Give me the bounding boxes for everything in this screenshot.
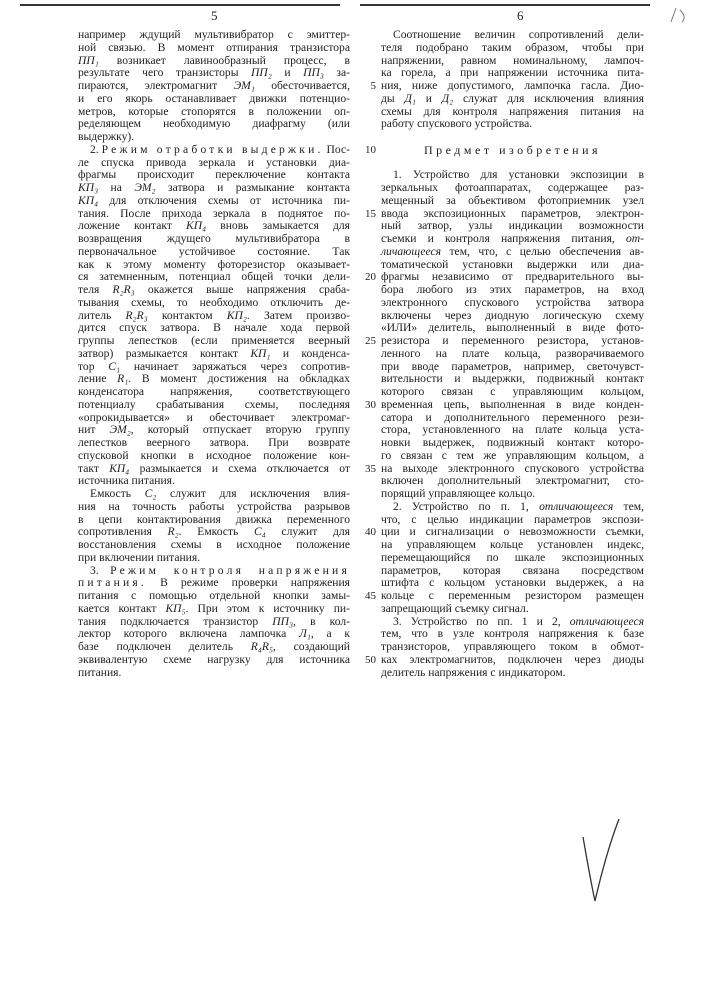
text-line: спусковой кнопки в исходное положение кон- [78,450,350,463]
text-line: и его якорь останавливает движки потенцио- [78,93,350,106]
text-segment: , создающий [273,640,350,653]
text-segment: окажется выше напряжения сраба- [135,283,350,296]
text-line: вительности и выдержки, подвижный контакт [381,373,644,386]
text-line: при включении питания. [78,552,350,565]
italic-term: КП₄ [78,194,98,207]
italic-term: КП₃ [78,181,98,194]
text-line: ный затвор, узлы индикации возможности [381,220,644,233]
text-segment: пираются, электромагнит [78,79,234,92]
text-segment: и конденса- [270,347,350,360]
text-line: 1. Устройство для установки экспозиции в [381,169,644,182]
text-segment: ложение контакт [78,219,186,232]
text-line: включен дополнительный электромагнит, сто- [381,475,644,488]
italic-term: Д₁ [405,92,416,105]
italic-term: ПП₃ [303,66,324,79]
text-line: метров, которые стопорятся в положении оп- [78,106,350,119]
line-number: 5 [360,80,376,92]
text-line: которого связан с управляющим кольцом, [381,386,644,399]
text-segment: съемки и контроля напряжения питания, [381,232,626,245]
text-line: например ждущий мультивибратор с эмиттер- [78,29,350,42]
text-segment: обесточивается, [255,79,350,92]
line-number: 35 [360,463,376,475]
italic-term: от- [626,232,644,245]
handwritten-corner-mark [668,4,698,26]
text-segment: ды [381,92,405,105]
text-line: тывания схемы, то необходимо отключить де- [78,297,350,310]
text-line: транзисторов, управляющего током в обмот- [381,641,644,654]
italic-term: личающееся [381,245,441,258]
text-line: эквивалентую схеме нагрузку для источника [78,654,350,667]
italic-term: ЭМ₂ [134,181,155,194]
text-segment: литель [78,309,125,322]
text-line: выдержку). [78,131,350,144]
text-line: ка горела, а при напряжении источника пита- [381,67,644,80]
blank-line [381,131,644,144]
text-segment: сопротивления [78,525,168,538]
text-line: кольце с переменным резистором размещен [381,590,644,603]
text-segment: результате чего транзисторы [78,66,251,79]
text-segment: . Емкость [179,525,254,538]
text-line: конденсатора напряжения, соответствующего [78,386,350,399]
italic-term: КП₅ [165,602,185,615]
italic-term: C₄ [254,525,266,538]
text-line: группы лепестков (если применяется веерный [78,335,350,348]
text-segment: . При этом к источнику пи- [186,602,350,615]
italic-term: R₁ [117,372,128,385]
text-line: ния на точность работы устройства разрывов [78,501,350,514]
text-line: работу спускового устройства. [381,118,644,131]
text-line: стора, установленного на плате кольца уста- [381,424,644,437]
text-line: резистора и переменного резистора, установ- [381,335,644,348]
text-line: новки выдержек, подвижный контакт которо- [381,437,644,450]
text-line: питания с помощью отдельной кнопки замы- [78,590,350,603]
text-line [78,284,350,297]
text-line: дится спуск затвора. В начале хода первой [78,322,350,335]
text-segment: тор [78,360,108,373]
italic-term: Л₁ [299,627,311,640]
text-line: Соотношение величин сопротивлений дели- [381,29,644,42]
text-line: ной связью. В момент отпирания транзистора [78,42,350,55]
text-segment: служит для исключения влия- [156,487,350,500]
spaced-heading: Режим отработки выдержки. [102,143,324,156]
italic-term: R₄R₅ [251,640,273,653]
text-segment: тания подключается транзистор [78,615,272,628]
text-line: «опрокидывается» и обесточивает электромаг- [78,412,350,425]
text-line: восстановления схемы в исходное положение [78,539,350,552]
text-line: томатической установки выдержки или диа- [381,259,644,272]
text-segment: теля [78,283,112,296]
line-number: 50 [360,654,376,666]
top-rule [360,4,650,6]
handwritten-check-mark [575,815,625,905]
text-line: возвращения ждущего мультивибратора в [78,233,350,246]
text-line: в цепи контактирования движка переменного [78,514,350,527]
text-line [78,488,350,501]
text-segment: В режиме проверки напряжения [147,576,350,589]
text-segment: Пос- [324,143,350,156]
text-line: схемы для контроля напряжения питания на [381,106,644,119]
italic-term: КП₁ [250,347,270,360]
text-line: штифта с кольцом установки выдержек, а на [381,577,644,590]
text-segment: затвор) размыкается контакт [78,347,250,360]
section-heading: Предмет изобретения [381,144,644,157]
text-line: тем, что в узле контроля напряжения к базе [381,628,644,641]
text-line: фрагмы независимо от предварительного вы- [381,271,644,284]
text-segment: контактом [148,309,227,322]
text-segment: вновь замыкается для [206,219,350,232]
text-segment: тем, что, с целью обеспечения ав- [441,245,644,258]
text-line: на выходе электронного спускового устройства [381,463,644,476]
italic-term: ПП₂ [251,66,272,79]
text-segment: Емкость [90,487,145,500]
text-segment: нит [78,423,110,436]
italic-term: C₂ [145,487,157,500]
text-line: зеркальных фотоаппаратах, содержащее раз- [381,182,644,195]
text-segment: служат для исключения влияния [453,92,644,105]
text-line: ввода экспозиционных параметров, электрон- [381,208,644,221]
italic-term: C₁ [108,360,120,373]
text-line: как к этому моменту фоторезистор оказывает- [78,259,350,272]
text-line: сатора и дополнительного переменного рези- [381,412,644,425]
italic-term: ПП₃ [272,615,293,628]
text-line [78,195,350,208]
text-segment: такт [78,462,109,475]
line-number: 20 [360,271,376,283]
text-segment: , а к [311,627,350,640]
page-number-left: 5 [211,8,218,24]
italic-term: R₂ [168,525,179,538]
text-line: ции и сигнализации о невозможности съемки, [381,526,644,539]
text-line: теля подобрано таким образом, чтобы при [381,42,644,55]
text-line: потенциалу срабатывания схемы, последняя [78,399,350,412]
text-line: электронного спускового устройства затвора [381,297,644,310]
text-segment: . Затем произво- [247,309,350,322]
text-line: ния, ниже допустимого, лампочка гасла. Дио- [381,80,644,93]
italic-term: ЭМ₁ [234,79,255,92]
line-number: 45 [360,590,376,602]
text-segment: размыкается и схема отключается от [129,462,350,475]
left-column [78,29,350,679]
italic-term: отличающееся [539,500,613,513]
text-segment: служит для [266,525,350,538]
text-line: фрагмы происходит переключение контакта [78,169,350,182]
text-segment: и [272,66,303,79]
text-line: ся затемненным, потенциал общей точки дели- [78,271,350,284]
text-line: порящий управляющее кольцо. [381,488,644,501]
text-segment: базе подключен делитель [78,640,251,653]
text-segment: возникает лавинообразный процесс, в [99,54,350,67]
text-line: ле спуска привода зеркала и установки диа- [78,157,350,170]
top-rule [20,4,340,6]
text-segment: на [98,181,134,194]
italic-term: ПП₁ [78,54,99,67]
text-segment: и [416,92,442,105]
text-line [381,246,644,259]
italic-term: КП₄ [109,462,129,475]
text-line: источника питания. [78,475,350,488]
text-line: параметров, которая связана посредством [381,565,644,578]
text-line: питания. [78,667,350,680]
text-line: на управляющем кольце установлен индекс, [381,539,644,552]
text-line: ределяющем необходимую диафрагму (или [78,118,350,131]
text-segment: кается контакт [78,602,165,615]
text-line: первоначальное устойчивое состояние. Так [78,246,350,259]
text-line: включены через диодную логическую схему [381,310,644,323]
text-segment: затвора и размыкание контакта [156,181,350,194]
text-segment: 2. [90,143,102,156]
text-segment: ление [78,372,117,385]
text-segment: 2. Устройство по п. 1, [393,500,539,513]
text-segment: 3. Устройство по пп. 1 и 2, [393,615,570,628]
text-segment: . В момент достижения на обкладках [128,372,350,385]
text-line: что, с целью индикации параметров экспози- [381,514,644,527]
text-line: перемещающийся по шкале экспозиционных [381,552,644,565]
line-number: 15 [360,208,376,220]
spaced-heading: питания. [78,576,147,589]
text-line: мещенный за объективом фотоприемник узел [381,195,644,208]
spaced-heading: Режим контроля напряжения [110,564,350,577]
italic-term: ЭМ₂ [110,423,131,436]
text-line [381,501,644,514]
text-segment: , который отпускает вторую группу [131,423,350,436]
text-line [381,93,644,106]
text-line [78,80,350,93]
text-segment: , в кол- [293,615,350,628]
text-line: лепестков веерного затвора. При возврате [78,437,350,450]
text-line: запрещающий съемку сигнал. [381,603,644,616]
italic-term: Д₂ [442,92,453,105]
text-line: «ИЛИ» делитель, выполненный в виде фото- [381,322,644,335]
italic-term: КП₄ [186,219,206,232]
text-segment: лектор которого включена лампочка [78,627,299,640]
text-line: делитель напряжения с индикатором. [381,667,644,680]
text-line: ках электромагнитов, подключен через диоды [381,654,644,667]
text-line: тания. После прихода зеркала в поднятое по- [78,208,350,221]
text-line: ленного на плате кольца, разворачиваемого [381,348,644,361]
page-number-right: 6 [517,8,524,24]
text-segment: 3. [90,564,110,577]
italic-term: КП₂ [227,309,247,322]
text-line: временная цепь, выполненная в виде конден- [381,399,644,412]
italic-term: отличающееся [570,615,644,628]
text-line: бора любого из этих параметров, на вход [381,284,644,297]
text-segment: тем, [613,500,644,513]
text-segment: за- [324,66,350,79]
right-column [381,29,644,679]
text-line: го связан с тем же управляющим кольцом, а [381,450,644,463]
text-segment: для отключения схемы от источника пи- [98,194,350,207]
text-line: напряжении, равном номинальному, лампоч- [381,55,644,68]
line-number: 40 [360,526,376,538]
text-line: при вводе параметров, например, светочувст- [381,361,644,374]
line-number: 10 [360,144,376,156]
text-segment: начинает заряжаться через сопротив- [120,360,350,373]
text-line [78,144,350,157]
line-number: 30 [360,399,376,411]
italic-term: R₂R₃ [112,283,134,296]
text-line [78,641,350,654]
line-number: 25 [360,335,376,347]
italic-term: R₂R₃ [125,309,147,322]
